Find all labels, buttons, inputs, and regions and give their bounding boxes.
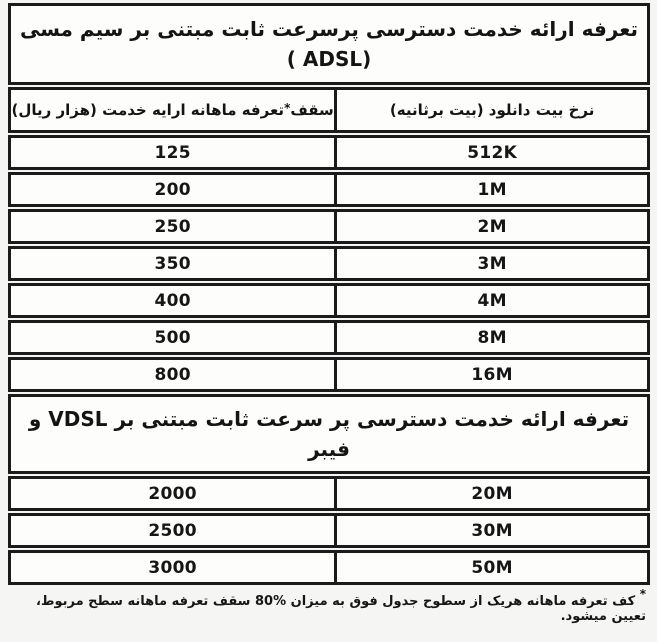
rate-value: 30M <box>471 520 513 541</box>
rate-value: 16M <box>471 364 513 385</box>
price-value: 2500 <box>11 516 337 545</box>
price-value: 2000 <box>11 479 337 508</box>
rate-value: 4M <box>477 290 507 311</box>
price-value: 250 <box>11 212 337 241</box>
rate-value: 3M <box>477 253 507 274</box>
price-value: 500 <box>11 323 337 352</box>
rate-value: 2M <box>477 216 507 237</box>
column-header-row <box>8 87 650 133</box>
price-value: 200 <box>11 175 337 204</box>
footnote-text: کف تعرفه ماهانه هریک از سطوح جدول فوق به میزان %80 سقف تعرفه ماهانه سطح مربوط، تعیین میشود. <box>36 594 646 624</box>
adsl-title-line2: ( ADSL) <box>286 47 372 71</box>
vdsl-title-line2: فیبر <box>308 437 350 461</box>
price-value: 400 <box>11 286 337 315</box>
rate-value: 1M <box>477 179 507 200</box>
price-value: 350 <box>11 249 337 278</box>
price-header-rest: تعرفه ماهانه ارایه خدمت (هزار ریال) <box>11 101 285 119</box>
adsl-title-line1: تعرفه ارائه خدمت دسترسی پرسرعت ثابت مبتنی بر سیم مسی <box>19 17 639 41</box>
rate-header-label: نرخ بیت دانلود (بیت برثانیه) <box>389 101 595 119</box>
table-row <box>8 172 650 207</box>
table-row <box>8 283 650 318</box>
price-value: 125 <box>11 138 337 167</box>
table-row <box>8 357 650 392</box>
price-value: 3000 <box>11 553 337 582</box>
rate-value: 512K <box>467 142 518 163</box>
price-header-word: سقف <box>290 101 334 119</box>
vdsl-section-title-box <box>8 394 650 474</box>
rate-value: 8M <box>477 327 507 348</box>
price-value: 800 <box>11 360 337 389</box>
table-row <box>8 320 650 355</box>
table-row <box>8 476 650 511</box>
column-header-monthly-tariff-cap: سقف * تعرفه ماهانه ارایه خدمت (هزار ریال) <box>11 90 337 130</box>
footnote-asterisk: * <box>639 586 646 601</box>
table-row <box>8 513 650 548</box>
adsl-section-title-box <box>8 3 650 85</box>
vdsl-title-line1: تعرفه ارائه خدمت دسترسی پر سرعت ثابت مبتنی بر VDSL و <box>28 407 630 431</box>
rate-value: 20M <box>471 483 513 504</box>
table-row <box>8 135 650 170</box>
table-row <box>8 209 650 244</box>
rate-value: 50M <box>471 557 513 578</box>
table-row <box>8 246 650 281</box>
column-header-download-bitrate <box>337 90 647 130</box>
footnote <box>8 587 650 624</box>
table-row <box>8 550 650 585</box>
